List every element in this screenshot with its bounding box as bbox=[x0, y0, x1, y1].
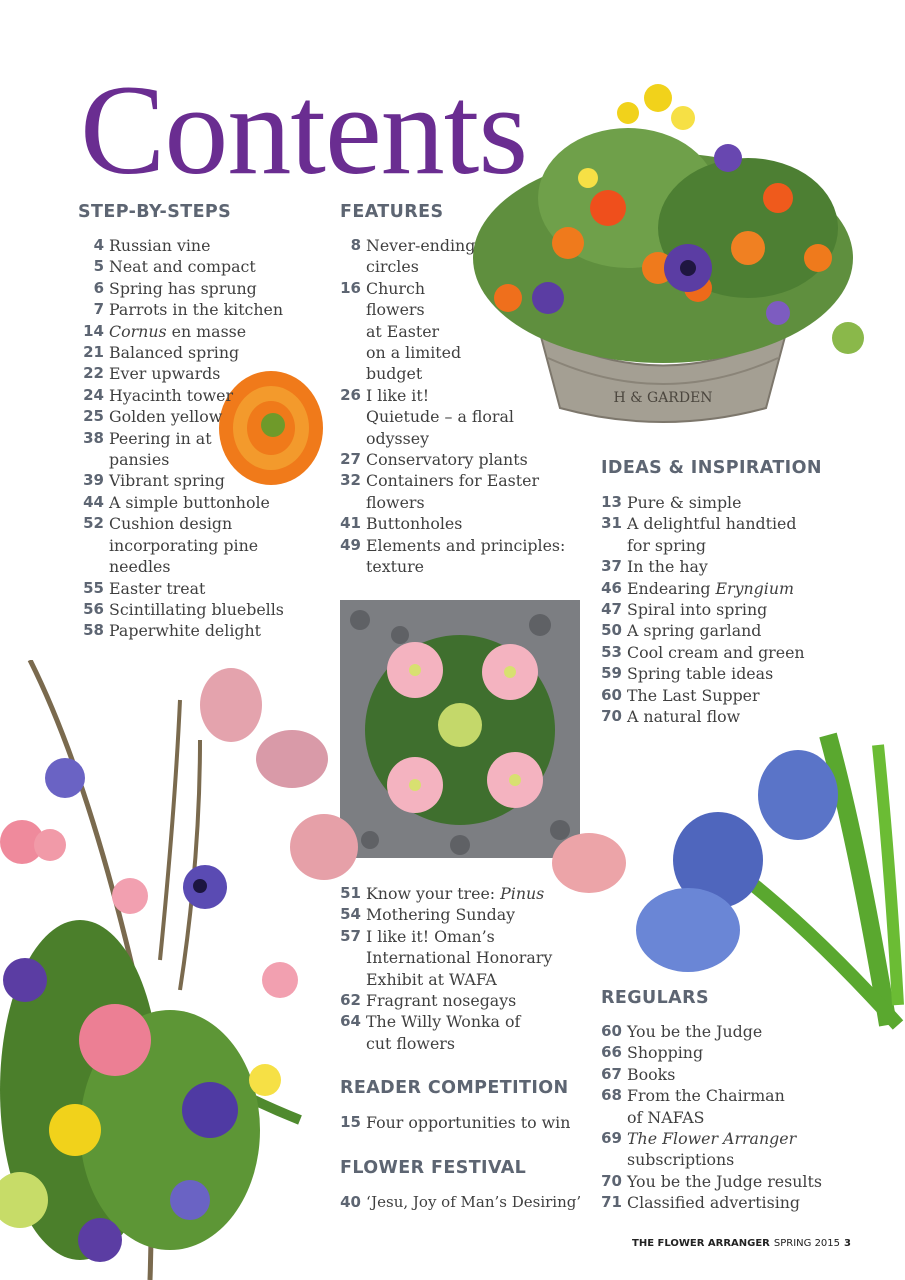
toc-entry[interactable]: 53 Cool cream and green bbox=[601, 642, 805, 662]
toc-entry[interactable]: 13 Pure & simple bbox=[601, 493, 742, 512]
toc-entry[interactable]: 44 A simple buttonhole bbox=[83, 492, 270, 512]
toc-entry[interactable]: 6 Spring has sprung bbox=[93, 278, 257, 298]
footer-issue: SPRING 2015 bbox=[773, 1238, 841, 1249]
toc-entry[interactable]: 70 You be the Judge results bbox=[601, 1171, 822, 1191]
toc-entry[interactable]: 8 Never-ending circles bbox=[350, 236, 476, 277]
toc-entry[interactable]: 60 You be the Judge bbox=[601, 1022, 763, 1041]
toc-entry[interactable]: 14 Cornus en masse bbox=[83, 321, 247, 341]
toc-entry[interactable]: 41 Buttonholes bbox=[340, 514, 463, 534]
toc-entry[interactable]: 32 Containers for Easter flowers bbox=[340, 471, 540, 512]
footer-page-number: 3 bbox=[844, 1238, 851, 1249]
toc-entry[interactable]: 22 Ever upwards bbox=[83, 364, 221, 384]
toc-entry[interactable]: 52 Cushion design incorporating pine needles bbox=[83, 514, 259, 577]
toc-entry[interactable]: 57 I like it! Oman’s International Honorary Exhibit at WAFA bbox=[340, 926, 553, 989]
toc-entry[interactable]: 40 ‘Jesu, Joy of Man’s Desiring’ bbox=[340, 1193, 582, 1211]
toc-entry[interactable]: 39 Vibrant spring bbox=[83, 471, 225, 491]
section-heading-step-by-steps: STEP-BY-STEPS bbox=[78, 202, 232, 222]
toc-list-step-by-steps bbox=[78, 235, 323, 642]
page-title: Contents bbox=[80, 59, 528, 201]
toc-entry[interactable]: 24 Hyacinth tower bbox=[83, 385, 234, 405]
section-heading-features: FEATURES bbox=[340, 202, 444, 222]
basket-label: H & GARDEN bbox=[613, 390, 713, 406]
toc-entry[interactable]: 51 Know your tree: Pinus bbox=[340, 884, 545, 903]
toc-entry[interactable]: 46 Endearing Eryngium bbox=[601, 578, 794, 598]
toc-entry[interactable]: 21 Balanced spring bbox=[83, 343, 240, 363]
toc-entry[interactable]: 59 Spring table ideas bbox=[601, 664, 774, 684]
spring-branches-arrangement-image bbox=[0, 660, 320, 1280]
toc-entry[interactable]: 71 Classified advertising bbox=[601, 1193, 801, 1213]
toc-entry[interactable]: 56 Scintillating bluebells bbox=[83, 599, 284, 619]
toc-entry[interactable]: 55 Easter treat bbox=[83, 578, 206, 598]
toc-entry[interactable]: 5 Neat and compact bbox=[93, 257, 256, 277]
toc-entry[interactable]: 64 The Willy Wonka of cut flowers bbox=[340, 1012, 521, 1053]
section-heading-reader-competition: READER COMPETITION bbox=[340, 1078, 569, 1098]
toc-list-features bbox=[335, 235, 575, 578]
toc-entry[interactable]: 62 Fragrant nosegays bbox=[340, 991, 517, 1011]
toc-entry[interactable]: 4 Russian vine bbox=[93, 236, 211, 255]
toc-entry[interactable]: 37 In the hay bbox=[601, 557, 708, 577]
toc-entry[interactable]: 47 Spiral into spring bbox=[601, 600, 768, 620]
toc-list-regulars bbox=[596, 1021, 876, 1214]
toc-entry[interactable]: 69 The Flower Arranger subscriptions bbox=[601, 1129, 797, 1170]
toc-entry[interactable]: 60 The Last Supper bbox=[601, 685, 760, 705]
toc-entry[interactable]: 15 Four opportunities to win bbox=[340, 1113, 571, 1132]
toc-entry[interactable]: 67 Books bbox=[601, 1064, 676, 1084]
toc-entry[interactable]: 66 Shopping bbox=[601, 1043, 704, 1063]
toc-list-reader-competition bbox=[335, 1112, 585, 1133]
toc-list-ideas-inspiration bbox=[596, 492, 866, 727]
toc-entry[interactable]: 27 Conservatory plants bbox=[340, 450, 528, 470]
toc-entry[interactable]: 7 Parrots in the kitchen bbox=[93, 300, 284, 320]
section-heading-flower-festival: FLOWER FESTIVAL bbox=[340, 1158, 527, 1178]
toc-entry[interactable]: 58 Paperwhite delight bbox=[83, 621, 262, 641]
footer-magazine-name: THE FLOWER ARRANGER bbox=[632, 1238, 770, 1249]
page-footer bbox=[632, 1238, 851, 1249]
toc-list-features-continued bbox=[335, 883, 580, 1054]
toc-entry[interactable]: 68 From the Chairman of NAFAS bbox=[601, 1086, 785, 1127]
toc-entry[interactable]: 70 A natural flow bbox=[601, 707, 741, 727]
toc-list-flower-festival bbox=[335, 1192, 597, 1213]
toc-entry[interactable]: 54 Mothering Sunday bbox=[340, 905, 516, 925]
toc-entry[interactable]: 16 Church flowers at Easter on a limited budget bbox=[340, 278, 462, 384]
section-heading-ideas-inspiration: IDEAS & INSPIRATION bbox=[601, 458, 822, 478]
toc-entry[interactable]: 25 Golden yellow bbox=[83, 407, 223, 427]
toc-entry[interactable]: 38 Peering in at pansies bbox=[83, 428, 212, 470]
toc-entry[interactable]: 31 A delightful handtied for spring bbox=[601, 514, 797, 555]
toc-entry[interactable]: 49 Elements and principles: texture bbox=[340, 535, 566, 577]
toc-entry[interactable]: 50 A spring garland bbox=[601, 621, 762, 641]
section-heading-regulars: REGULARS bbox=[601, 988, 709, 1008]
toc-entry[interactable]: 26 I like it! Quietude – a floral odyssey bbox=[340, 385, 514, 448]
